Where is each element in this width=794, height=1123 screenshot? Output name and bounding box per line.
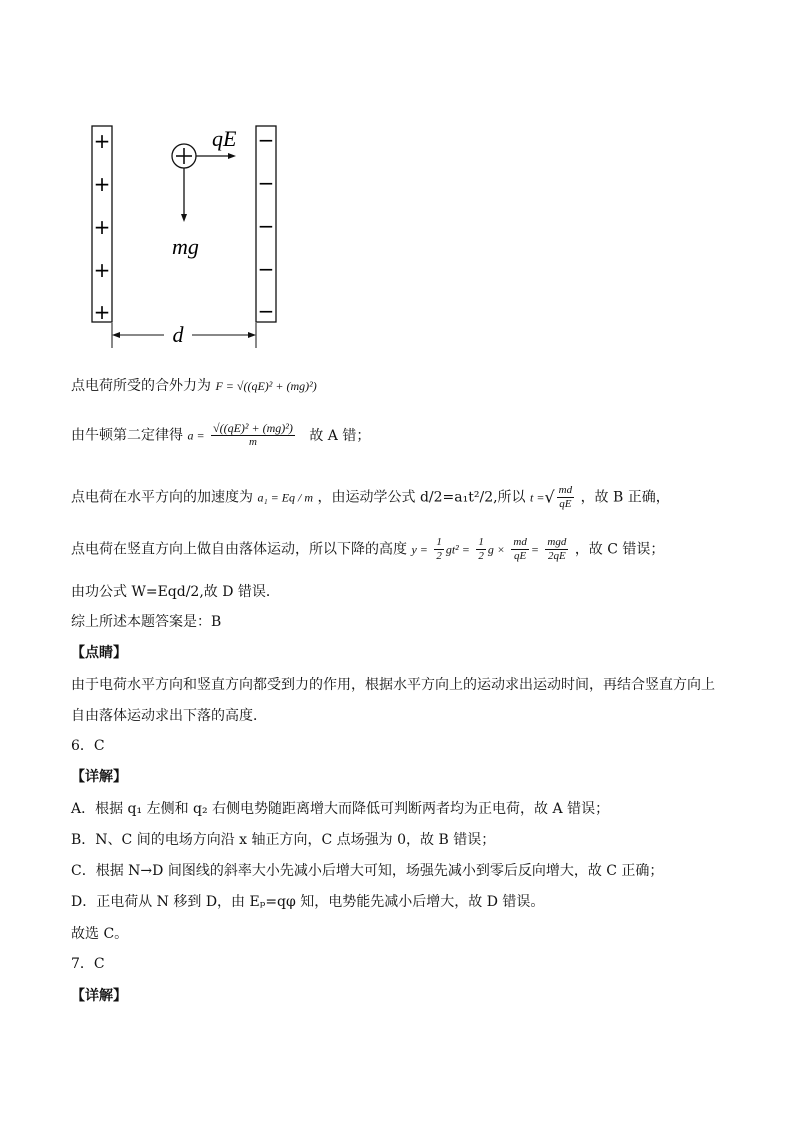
distance-label: d	[172, 322, 184, 347]
answer-choice: 故选 C。	[71, 926, 129, 942]
formula-t-lhs: t =	[530, 490, 545, 505]
fraction-denominator: 2	[436, 550, 442, 562]
option-c-explanation: C．根据 N→D 间图线的斜率大小先减小后增大可知，场强先减小到零后反向增大，故 C 正确；	[71, 863, 664, 879]
fraction-denominator: 2qE	[548, 550, 566, 562]
section-heading-detail: 【详解】	[71, 988, 127, 1004]
line-tail: ，故 C 错误；	[574, 541, 665, 558]
text-line-horizontal-accel: 点电荷在水平方向的加速度为 a₁ = Eq / m ，由运动学公式 d/2=a₁t²/2,所以 t =√ $\frac{md}{qE}$ ，故 B 正确，	[71, 484, 670, 510]
question-number: 6．C	[71, 738, 105, 754]
plus-sign: +	[93, 300, 111, 324]
line-text: 点电荷在竖直方向上做自由落体运动，所以下降的高度	[71, 541, 407, 558]
electric-force-label: qE	[212, 126, 237, 151]
fraction-numerator: md	[513, 536, 527, 548]
line-text: 点电荷在水平方向的加速度为	[71, 489, 253, 506]
text-line-resultant-force	[71, 376, 317, 396]
fraction-numerator: mgd	[547, 536, 567, 548]
text-line-vertical-fall	[71, 536, 664, 576]
text-line-newton	[71, 422, 370, 462]
fraction-numerator: 1	[478, 536, 484, 548]
fraction-denominator: qE	[514, 550, 527, 562]
option-d-explanation: D．正电荷从 N 移到 D，由 Eₚ=qφ 知，电势能先减小后增大，故 D 错误。	[71, 894, 545, 910]
minus-sign: −	[257, 128, 275, 152]
minus-sign: −	[257, 214, 275, 238]
fraction-numerator: 1	[436, 536, 442, 548]
formula-part: g ×	[487, 542, 505, 557]
minus-sign: −	[257, 171, 275, 195]
minus-sign: −	[257, 299, 275, 323]
formula-t	[557, 484, 574, 511]
text-line: 自由落体运动求出下落的高度．	[71, 708, 267, 724]
fraction-numerator: md	[558, 484, 573, 496]
formula-resultant: F = √((qE)² + (mg)²)	[215, 379, 317, 393]
line-text: 点电荷所受的合外力为	[71, 378, 211, 394]
capacitor-diagram	[80, 118, 310, 353]
plus-sign: +	[93, 129, 111, 153]
line-tail: ，故 B 正确，	[580, 489, 670, 506]
fraction-denominator: qE	[559, 498, 572, 510]
fraction-denominator: m	[248, 436, 257, 448]
option-b-explanation: B．N、C 间的电场方向沿 x 轴正方向，C 点场强为 0，故 B 错误；	[71, 832, 496, 848]
fraction-half	[476, 536, 486, 563]
fraction-result	[545, 536, 568, 563]
section-heading-note: 【点睛】	[71, 645, 127, 661]
option-a-explanation: A．根据 q₁ 左侧和 q₂ 右侧电势随距离增大而降低可判断两者均为正电荷，故 A 错误；	[71, 801, 610, 817]
line-mid: ，由运动学公式 d/2=a₁t²/2,所以	[317, 489, 526, 506]
plus-sign: +	[93, 172, 111, 196]
gravity-label: mg	[172, 234, 199, 259]
formula-part: =	[530, 542, 539, 557]
section-heading-detail: 【详解】	[71, 769, 127, 785]
answer-summary: 综上所述本题答案是：B	[71, 614, 222, 630]
text-line: 由功公式 W=Eqd/2,故 D 错误．	[71, 584, 280, 600]
minus-sign: −	[257, 257, 275, 281]
formula-acceleration	[211, 422, 295, 449]
formula-part: gt² =	[445, 542, 470, 557]
plus-sign: +	[93, 258, 111, 282]
line-text: 由牛顿第二定律得	[71, 427, 183, 444]
fraction-denominator: 2	[478, 550, 484, 562]
line-tail: 故 A 错；	[309, 427, 371, 444]
plus-sign: +	[93, 215, 111, 239]
fraction-half	[434, 536, 444, 563]
formula-a1: a₁ = Eq / m	[257, 490, 314, 505]
text-line: 由于电荷水平方向和竖直方向都受到力的作用，根据水平方向上的运动求出运动时间，再结合竖直方向上	[71, 677, 715, 693]
fraction-md-qe	[511, 536, 528, 563]
question-number: 7．C	[71, 956, 105, 972]
formula-lhs: a =	[187, 428, 205, 443]
fraction-numerator: √((qE)² + (mg)²)	[213, 421, 293, 435]
formula-part: y =	[411, 542, 428, 557]
